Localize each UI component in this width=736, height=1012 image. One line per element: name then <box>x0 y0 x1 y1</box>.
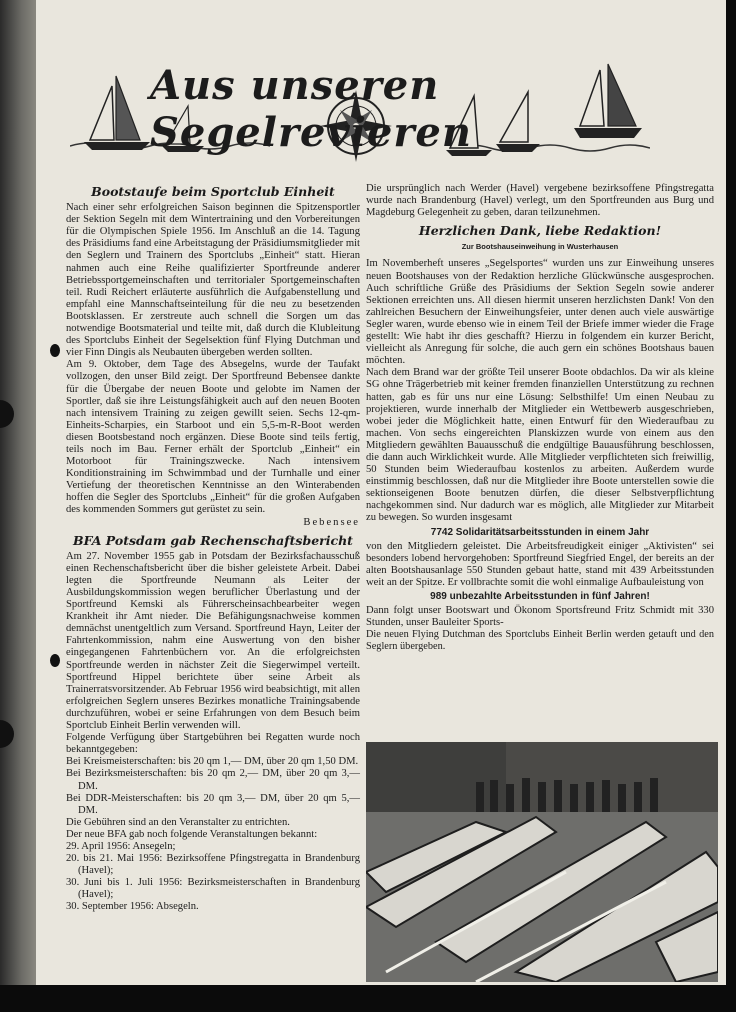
list-item: 30. Juni bis 1. Juli 1956: Bezirksmeisterschaften in Brandenburg (Havel); <box>66 877 360 901</box>
article-paragraph: Nach dem Brand war der größte Teil unserer Boote obdachlos. Da wir als kleine SG ohne Trägerbetrieb mit keiner fremden finanziellen Unterstützung zu rechnen hatten, gab es für uns nur eine Lösung: Selbsthilfe! Um einen Neubau zu projektieren, wurde innerhalb der Mitglieder ein Wettbewerb ausgeschrieben, wobei jeder die Möglichkeit hatte, einen Entwurf für den Wiederaufbau zu machen. Von sechs eingereichten Planskizzen wurde von einem aus den Mitgliedern gewählten Bauausschuß die endgültige Bauausführung beschlossen, die dann auch Wirklichkeit wurde. Alle Mitglieder verpflichteten sich freiwillig, 50 Stunden beim Wiederaufbau kostenlos zu arbeiten. Außerdem wurde einstimmig beschlossen, daß nur die Mitglieder ihre Boote unterstellen sowie die sektionseigenen Boote benutzen dürfen, die dieser Selbstverpflichtung nachgekommen sind. Nur dadurch war es möglich, alle Mitglieder zur Mitarbeit zu bewegen. So wurden insgesamt <box>366 367 714 524</box>
section-header-banner <box>70 56 650 164</box>
page-title: Aus unseren Segelrevieren <box>150 62 472 156</box>
author-signature: Bebensee <box>303 516 360 528</box>
article-paragraph: Dann folgt unser Bootswart und Ökonom Sportsfreund Fritz Schmidt mit 330 Stunden, unser Bauleiter Sports- <box>366 605 714 629</box>
list-item: 29. April 1956: Ansegeln; <box>66 840 176 852</box>
boat-christening-photo <box>366 742 718 982</box>
article-subheading: Zur Bootshauseinweihung in Wusterhausen <box>461 242 619 252</box>
event-list <box>66 841 360 914</box>
article-heading: BFA Potsdam gab Rechenschaftsbericht <box>73 532 353 548</box>
punch-hole <box>50 344 60 357</box>
list-item: 20. bis 21. Mai 1956: Bezirksoffene Pfingstregatta in Brandenburg (Havel); <box>66 853 360 877</box>
article-paragraph: Folgende Verfügung über Startgebühren bei Regatten wurde noch bekanntgegeben: <box>66 732 360 756</box>
article-paragraph: Am 9. Oktober, dem Tage des Absegelns, wurde der Taufakt vollzogen, den unser Bild zeigt. Der Sportfreund Bebensee dankte für die Übergabe der neuen Boote und gelobte im Namen der Sportler, daß sie ihre Leistungsfähigkeit auch auf den neuen Booten nach intensivem Training zu zeigen gewillt seien. Sechs 12-qm-Einheits-Scharpies, ein Starboot und ein 5,5-m-R-Boot werden diesen Bootsbestand noch ergänzen. Diese Boote sind teils fertig, teils noch im Bau. Ferner erhält der Sportclub „Einheit“ ein Motorboot für Trainingszwecke. Nach intensivem Konditionstraining im Schwimmbad und der Turnhalle und einer Vertiefung der theoretischen Kenntnisse an den Winterabenden hoffen die Segler des Sportclubs „Einheit“ für die großen Aufgaben des kommenden Sommers gut gerüstet zu sein. <box>66 359 360 516</box>
list-item: Bei Bezirksmeisterschaften: bis 20 qm 2,— DM, über 20 qm 3,— DM. <box>66 768 360 792</box>
article-paragraph: Der neue BFA gab noch folgende Veranstaltungen bekannt: <box>66 828 318 840</box>
photo-image <box>366 742 718 982</box>
list-item: Bei DDR-Meisterschaften: bis 20 qm 3,— DM, über 20 qm 5,— DM. <box>66 792 360 816</box>
article-heading: Bootstaufe beim Sportclub Einheit <box>91 184 335 199</box>
article-paragraph: Die Gebühren sind an den Veranstalter zu entrichten. <box>66 816 290 828</box>
article-paragraph: Die ursprünglich nach Werder (Havel) vergebene bezirksoffene Pfingstregatta wurde nach Brandenburg (Havel) verlegt, um den Sportfreunden aus Burg und Magdeburg Gelegenheit zu geben, daran teilzunehmen. <box>366 183 714 219</box>
photo-caption: Die neuen Flying Dutchman des Sportclubs Einheit Berlin werden getauft und den Seglern übergeben. <box>366 629 714 653</box>
highlight-line: 989 unbezahlte Arbeitsstunden in fünf Jahren! <box>430 591 650 602</box>
article-paragraph: Im Novemberheft unseres „Segelsportes“ wurden uns zur Einweihung unseres neuen Bootshauses von der Redaktion herzliche Glückwünsche ausgesprochen. Auch schriftliche Grüße des Präsidiums der Sektion Segeln sowie anderer Sektionen erreichten uns. All diesen hiermit unseren herzlichsten Dank! Von den zahlreichen Besuchern der Einweihungsfeier, unter denen auch viele auswärtige Segler waren, wurde ebenso wie in einem Teil der Briefe immer wieder die Frage gestellt: Wie habt ihr dies geschafft? Hierzu in folgendem ein kurzer Bericht, vielleicht als Anregung für solche, die auch gern ein schönes Bootshaus bauen möchten. <box>366 258 714 367</box>
article-paragraph: Nach einer sehr erfolgreichen Saison beginnen die Spitzensportler der Sektion Segeln mit dem Wintertraining und den Vorbereitungen für die Olympischen Spiele 1956. Im Anschluß an die 14. Tagung des Präsidiums fand eine Arbeitstagung der Präsidiumsmitglieder mit den Seglern und Trainern des Sportclubs „Einheit“ statt. Hieran nahmen auch eine Reihe qualifizierter Sportfreunde anderer Betriebssportgemeinschaften und territorialer Sportgemeinschaften teil. Rudi Reichert erläuterte ausführlich die Aufgabenstellung und empfahl eine Mannschaftseinteilung für die neu zu besetzenden Bootsklassen. Er zerstreute auch schnell die Sorgen um das notwendige Bootsmaterial und teilte mit, daß durch die Klubleitung des Sportclubs Einheit der Segelsektion fünf Flying Dutchman und vier Finn Dingis als Neubauten übergeben werden sollten. <box>66 202 360 359</box>
article-paragraph: Am 27. November 1955 gab in Potsdam der Bezirksfachausschuß einen Rechenschaftsbericht über die bisher geleistete Arbeit. Dabei legten die Sportfreunde Neumann als Leiter der Ausbildungskommission wegen beruflicher Überlastung und der Sportfreund Kemski als Führerscheinsachbearbeiter wegen Krankheit ihr Amt nieder. Die Befähigungsnachweise kommen demnächst unentgeltlich zum Versand. Sportfreund Hayn, Leiter der Fahrtenkommission, nahm eine Auswertung von den bisher eingegangenen Fahrtenbüchern vor. An die erfolgreichsten Sportfreunde werden in nächster Zeit die Siegerwimpel verteilt. Sportfreund Hippel berichtete über seine Arbeit als Trainerratsvorsitzender. Ab Februar 1956 wird beabsichtigt, mit allen erfolgreichen Seglern unseres Bezirkes monatliche Trainingsabende durchzuführen, wobei er seine Erfahrungen von dem Besuch beim Sportclub Einheit Berlin verwenden will. <box>66 550 360 732</box>
article-paragraph: von den Mitgliedern geleistet. Die Arbeitsfreudigkeit einiger „Aktivisten“ sei besonders lobend hervorgehoben: Sportfreund Siegfried Engel, der bereits an der alten Bootshausanlage 550 Stunden gebaut hatte, stand mit 439 Arbeitsstunden weit an der Spitze. Er vollbrachte somit die wohl einmalige Aufbauleistung von <box>366 540 714 588</box>
article-heading: Herzlichen Dank, liebe Redaktion! <box>418 223 662 239</box>
fee-list <box>66 756 360 816</box>
right-column <box>366 183 714 653</box>
left-column <box>66 184 360 914</box>
punch-hole <box>50 654 60 667</box>
signature-line <box>66 517 360 529</box>
highlight-line: 7742 Solidaritätsarbeitsstunden in einem Jahr <box>430 526 650 538</box>
list-item: 30. September 1956: Absegeln. <box>66 901 199 913</box>
binding-spine <box>0 0 36 985</box>
list-item: Bei Kreismeisterschaften: bis 20 qm 1,— DM, über 20 qm 1,50 DM. <box>66 756 359 768</box>
